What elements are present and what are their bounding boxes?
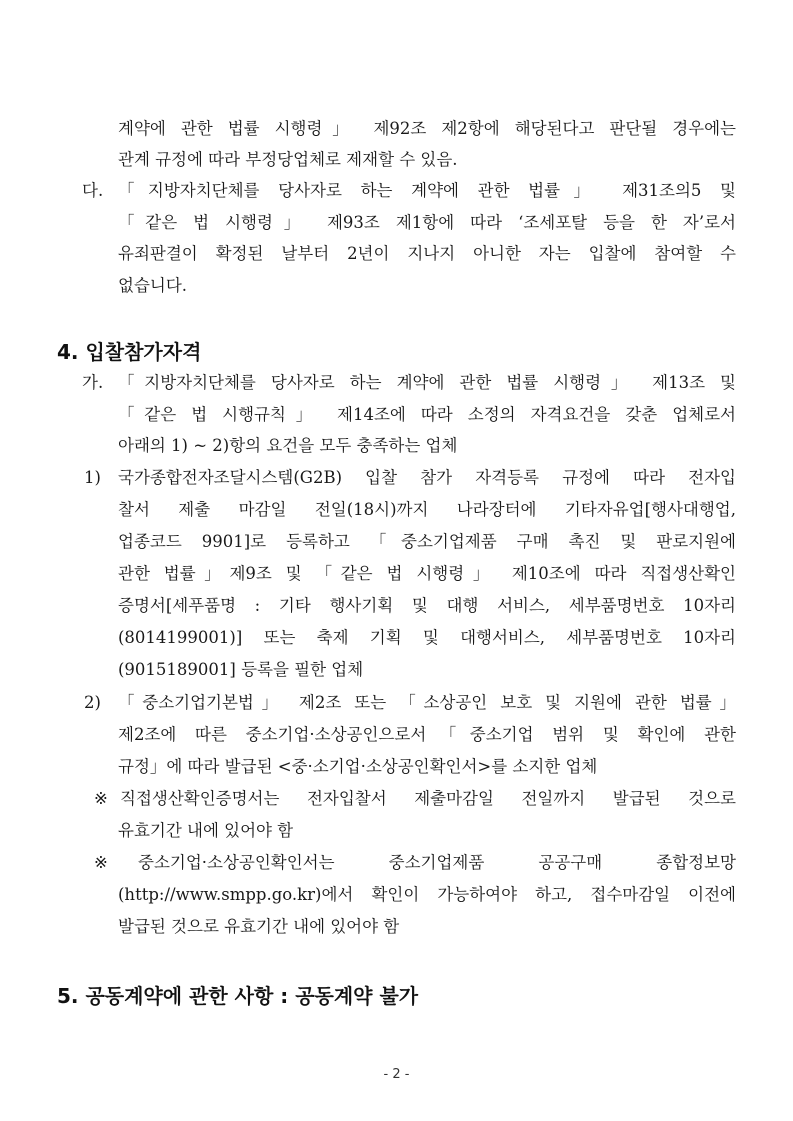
section4-heading: 4. 입찰참가자격 (57, 340, 202, 364)
item-da-line-2: 「같은 법 시행령」 제93조 제1항에 따라 ‘조세포탈 등을 한 자’로서 (118, 213, 736, 232)
section5-heading: 5. 공동계약에 관한 사항 : 공동계약 불가 (57, 984, 419, 1008)
item-da-line-3: 유죄판결이 확정된 날부터 2년이 지나지 아니한 자는 입찰에 참여할 수 (118, 244, 736, 263)
item-ga-line-2: 「같은 법 시행규칙」 제14조에 따라 소정의 자격요건을 갖춘 업체로서 (118, 405, 736, 424)
item-1-line-4: 관한 법률」제9조 및 「같은 법 시행령」 제10조에 따라 직접생산확인 (118, 564, 736, 583)
item-2-line-3: 규정」에 따라 발급된 <중·소기업·소상공인확인서>를 소지한 업체 (118, 757, 598, 776)
item-da-marker: 다. (82, 181, 104, 200)
note-2-line-3: 발급된 것으로 유효기간 내에 있어야 함 (118, 917, 400, 936)
item-1-line-6: (8014199001)] 또는 축제 기획 및 대행서비스, 세부품명번호 10자리 (118, 628, 736, 647)
note-2-marker: ※ (94, 853, 108, 872)
item-ga-line-1: 「지방자치단체를 당사자로 하는 계약에 관한 법률 시행령」 제13조 및 (118, 373, 736, 392)
item-da-line-1: 「지방자치단체를 당사자로 하는 계약에 관한 법률」 제31조의5 및 (118, 181, 736, 200)
section3-cont-line-1: 계약에 관한 법률 시행령」 제92조 제2항에 해당된다고 판단될 경우에는 (118, 119, 736, 138)
item-1-line-1: 국가종합전자조달시스템(G2B) 입찰 참가 자격등록 규정에 따라 전자입 (118, 468, 736, 487)
note-1-line-1: 직접생산확인증명서는 전자입찰서 제출마감일 전일까지 발급된 것으로 (120, 789, 736, 808)
item-2-line-2: 제2조에 따른 중소기업·소상공인으로서「중소기업 범위 및 확인에 관한 (118, 725, 736, 744)
item-da-line-4: 없습니다. (118, 276, 188, 295)
note-1-marker: ※ (94, 789, 108, 808)
page-number: - 2 - (383, 1067, 410, 1082)
item-1-line-2: 찰서 제출 마감일 전일(18시)까지 나라장터에 기타자유업[행사대행업, (118, 500, 736, 519)
item-ga-marker: 가. (82, 373, 104, 392)
note-2-line-2: (http://www.smpp.go.kr)에서 확인이 가능하여야 하고, 접수마감일 이전에 (118, 885, 736, 904)
section3-cont-line-2: 관계 규정에 따라 부정당업체로 제재할 수 있음. (118, 150, 458, 169)
item-1-line-7: (9015189001] 등록을 필한 업체 (118, 660, 364, 679)
item-1-line-3: 업종코드 9901]로 등록하고 「중소기업제품 구매 촉진 및 판로지원에 (118, 532, 736, 551)
item-1-marker: 1) (84, 468, 101, 487)
item-2-marker: 2) (84, 693, 101, 712)
note-1-line-2: 유효기간 내에 있어야 함 (118, 821, 294, 840)
item-1-line-5: 증명서[세푸품명 : 기타 행사기획 및 대행 서비스, 세부품명번호 10자리 (118, 596, 736, 615)
item-2-line-1: 「중소기업기본법」 제2조 또는 「소상공인 보호 및 지원에 관한 법률」 (118, 693, 736, 712)
item-ga-line-3: 아래의 1) ~ 2)항의 요건을 모두 충족하는 업체 (118, 436, 458, 455)
note-2-line-1: 중소기업·소상공인확인서는 중소기업제품 공공구매 종합정보망 (138, 853, 736, 872)
